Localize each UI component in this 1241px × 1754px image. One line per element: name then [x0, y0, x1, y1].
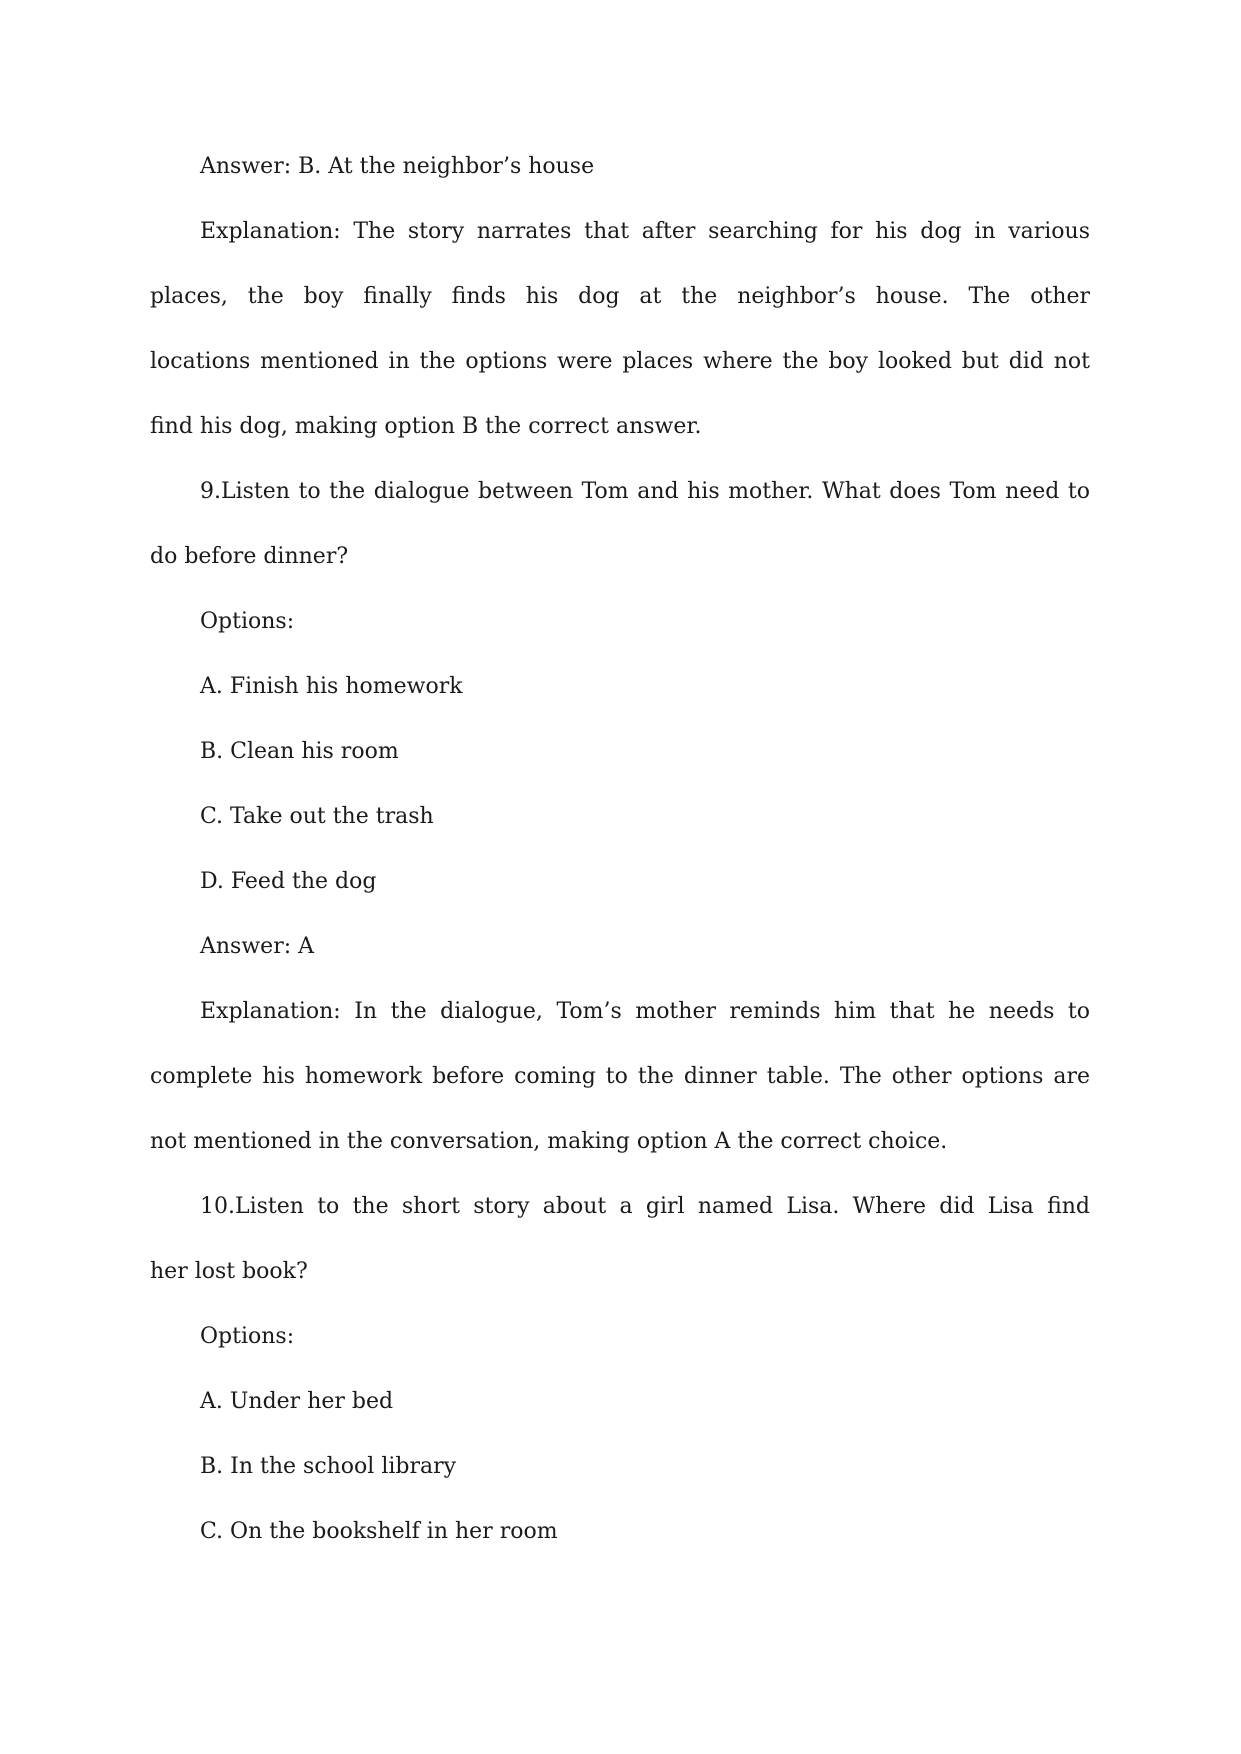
q8-explanation-line-4: find his dog, making option B the correct answer.: [150, 414, 702, 439]
page-content: [150, 134, 1090, 1564]
q8-answer: Answer: B. At the neighbor’s house: [200, 154, 595, 179]
q9-option-d: D. Feed the dog: [200, 869, 377, 894]
q10-option-c: C. On the bookshelf in her room: [200, 1519, 558, 1544]
q8-explanation-line-1: Explanation: The story narrates that after searching for his dog in various: [200, 219, 1090, 244]
q9-explanation-line-1: Explanation: In the dialogue, Tom’s mother reminds him that he needs to: [200, 999, 1090, 1024]
q8-explanation-line-2: places, the boy finally finds his dog at the neighbor’s house. The other: [150, 284, 1090, 309]
q10-option-a: A. Under her bed: [200, 1389, 394, 1414]
q8-explanation-line-3: locations mentioned in the options were places where the boy looked but did not: [150, 349, 1090, 374]
q9-options-label: Options:: [200, 609, 295, 634]
q9-question-line-2: do before dinner?: [150, 544, 349, 569]
q9-explanation-line-3: not mentioned in the conversation, making option A the correct choice.: [150, 1129, 948, 1154]
q9-answer: Answer: A: [200, 934, 315, 959]
q9-question-line-1: 9.Listen to the dialogue between Tom and his mother. What does Tom need to: [200, 479, 1090, 504]
q9-explanation-line-2: complete his homework before coming to the dinner table. The other options are: [150, 1064, 1090, 1089]
q10-option-b: B. In the school library: [200, 1454, 457, 1479]
q10-question-line-1: 10.Listen to the short story about a girl named Lisa. Where did Lisa find: [200, 1194, 1090, 1219]
q9-option-c: C. Take out the trash: [200, 804, 434, 829]
q10-question-line-2: her lost book?: [150, 1259, 308, 1284]
q9-option-a: A. Finish his homework: [200, 674, 463, 699]
q10-options-label: Options:: [200, 1324, 295, 1349]
q9-option-b: B. Clean his room: [200, 739, 399, 764]
